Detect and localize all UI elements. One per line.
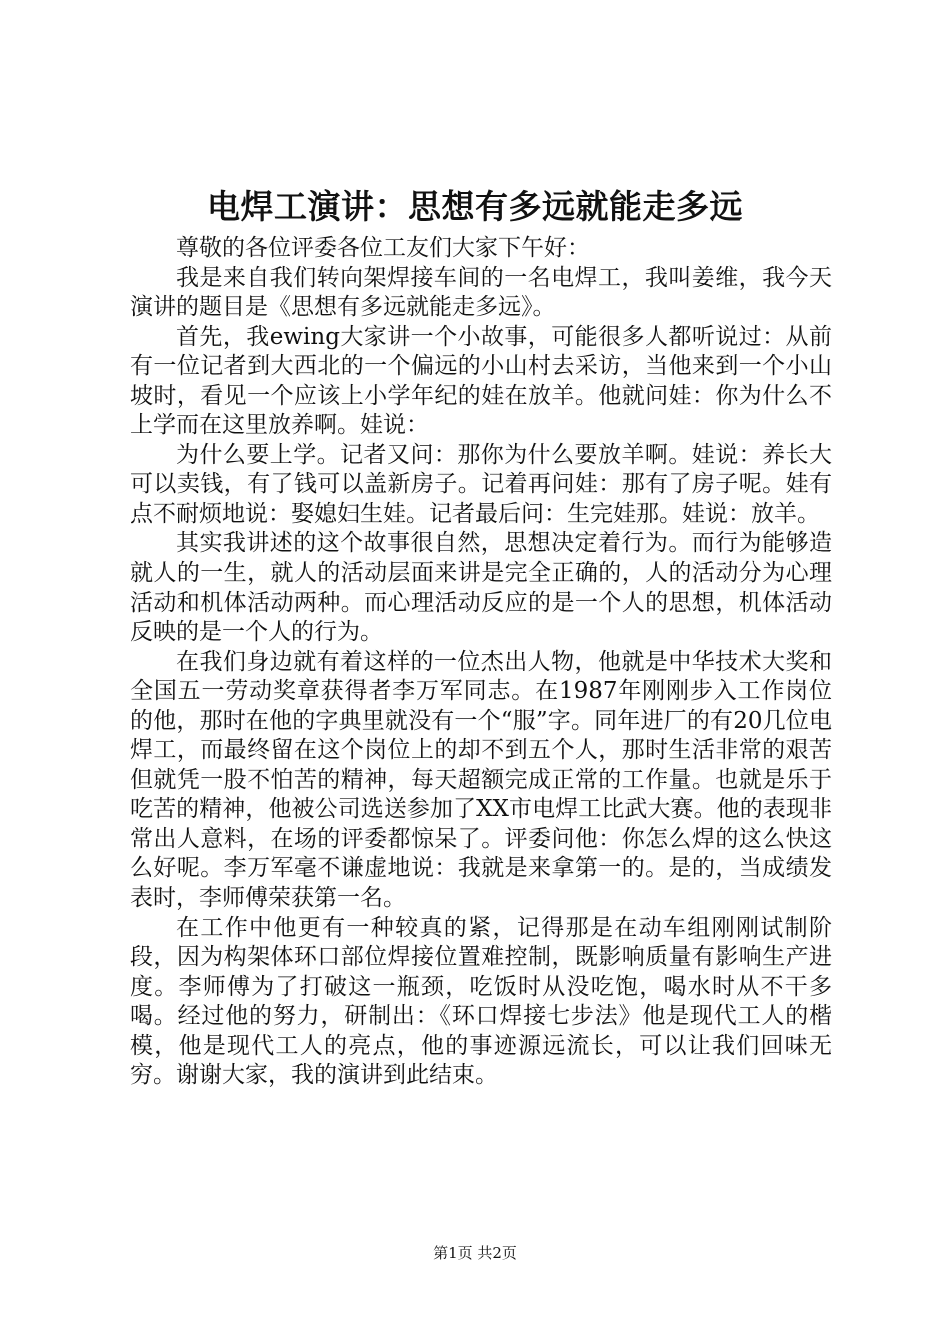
paragraph-reflection: 其实我讲述的这个故事很自然，思想决定着行为。而行为能够造就人的一生，就人的活动层面来讲是完全正确的，人的活动分为心理活动和机体活动两种。而心理活动反应的是一个人的思想，机体活动反映的是一个人的行为。 xyxy=(130,530,832,646)
document-body xyxy=(130,234,832,1091)
page-footer xyxy=(0,1243,950,1263)
paragraph-story-start: 首先，我ewing大家讲一个小故事，可能很多人都听说过：从前有一位记者到大西北的一个偏远的小山村去采访，当他来到一个小山坡时，看见一个应该上小学年纪的娃在放羊。他就问娃：你为什么不上学而在这里放养啊。娃说： xyxy=(130,323,832,439)
paragraph-greeting: 尊敬的各位评委各位工友们大家下午好： xyxy=(176,235,590,261)
page-number: 第1页 共2页 xyxy=(433,1244,517,1262)
document-title: 电焊工演讲：思想有多远就能走多远 xyxy=(207,187,743,226)
paragraph-role-model: 在我们身边就有着这样的一位杰出人物，他就是中华技术大奖和全国五一劳动奖章获得者李万军同志。在1987年刚刚步入工作岗位的他，那时在他的字典里就没有一个“服”字。同年进厂的有20几位电焊工，而最终留在这个岗位上的却不到五个人，那时生活非常的艰苦但就凭一股不怕苦的精神，每天超额完成正常的工作量。也就是乐于吃苦的精神，他被公司选送参加了XX市电焊工比武大赛。他的表现非常出人意料，在场的评委都惊呆了。评委问他：你怎么焊的这么快这么好呢。李万军毫不谦虚地说：我就是来拿第一的。是的，当成绩发表时，李师傅荣获第一名。 xyxy=(130,648,832,912)
paragraph-story-dialogue: 为什么要上学。记者又问：那你为什么要放羊啊。娃说：养长大可以卖钱，有了钱可以盖新房子。记着再问娃：那有了房子呢。娃有点不耐烦地说：娶媳妇生娃。记者最后问：生完娃那。娃说：放羊。 xyxy=(130,441,832,527)
paragraph-conclusion: 在工作中他更有一种较真的紧，记得那是在动车组刚刚试制阶段，因为构架体环口部位焊接位置难控制，既影响质量有影响生产进度。李师傅为了打破这一瓶颈，吃饭时从没吃饱，喝水时从不干多喝。经过他的努力，研制出：《环口焊接七步法》他是现代工人的楷模，他是现代工人的亮点，他的事迹源远流长，可以让我们回味无穷。谢谢大家，我的演讲到此结束。 xyxy=(130,914,832,1089)
paragraph-introduction: 我是来自我们转向架焊接车间的一名电焊工，我叫姜维，我今天演讲的题目是《思想有多远就能走多远》。 xyxy=(130,264,832,321)
